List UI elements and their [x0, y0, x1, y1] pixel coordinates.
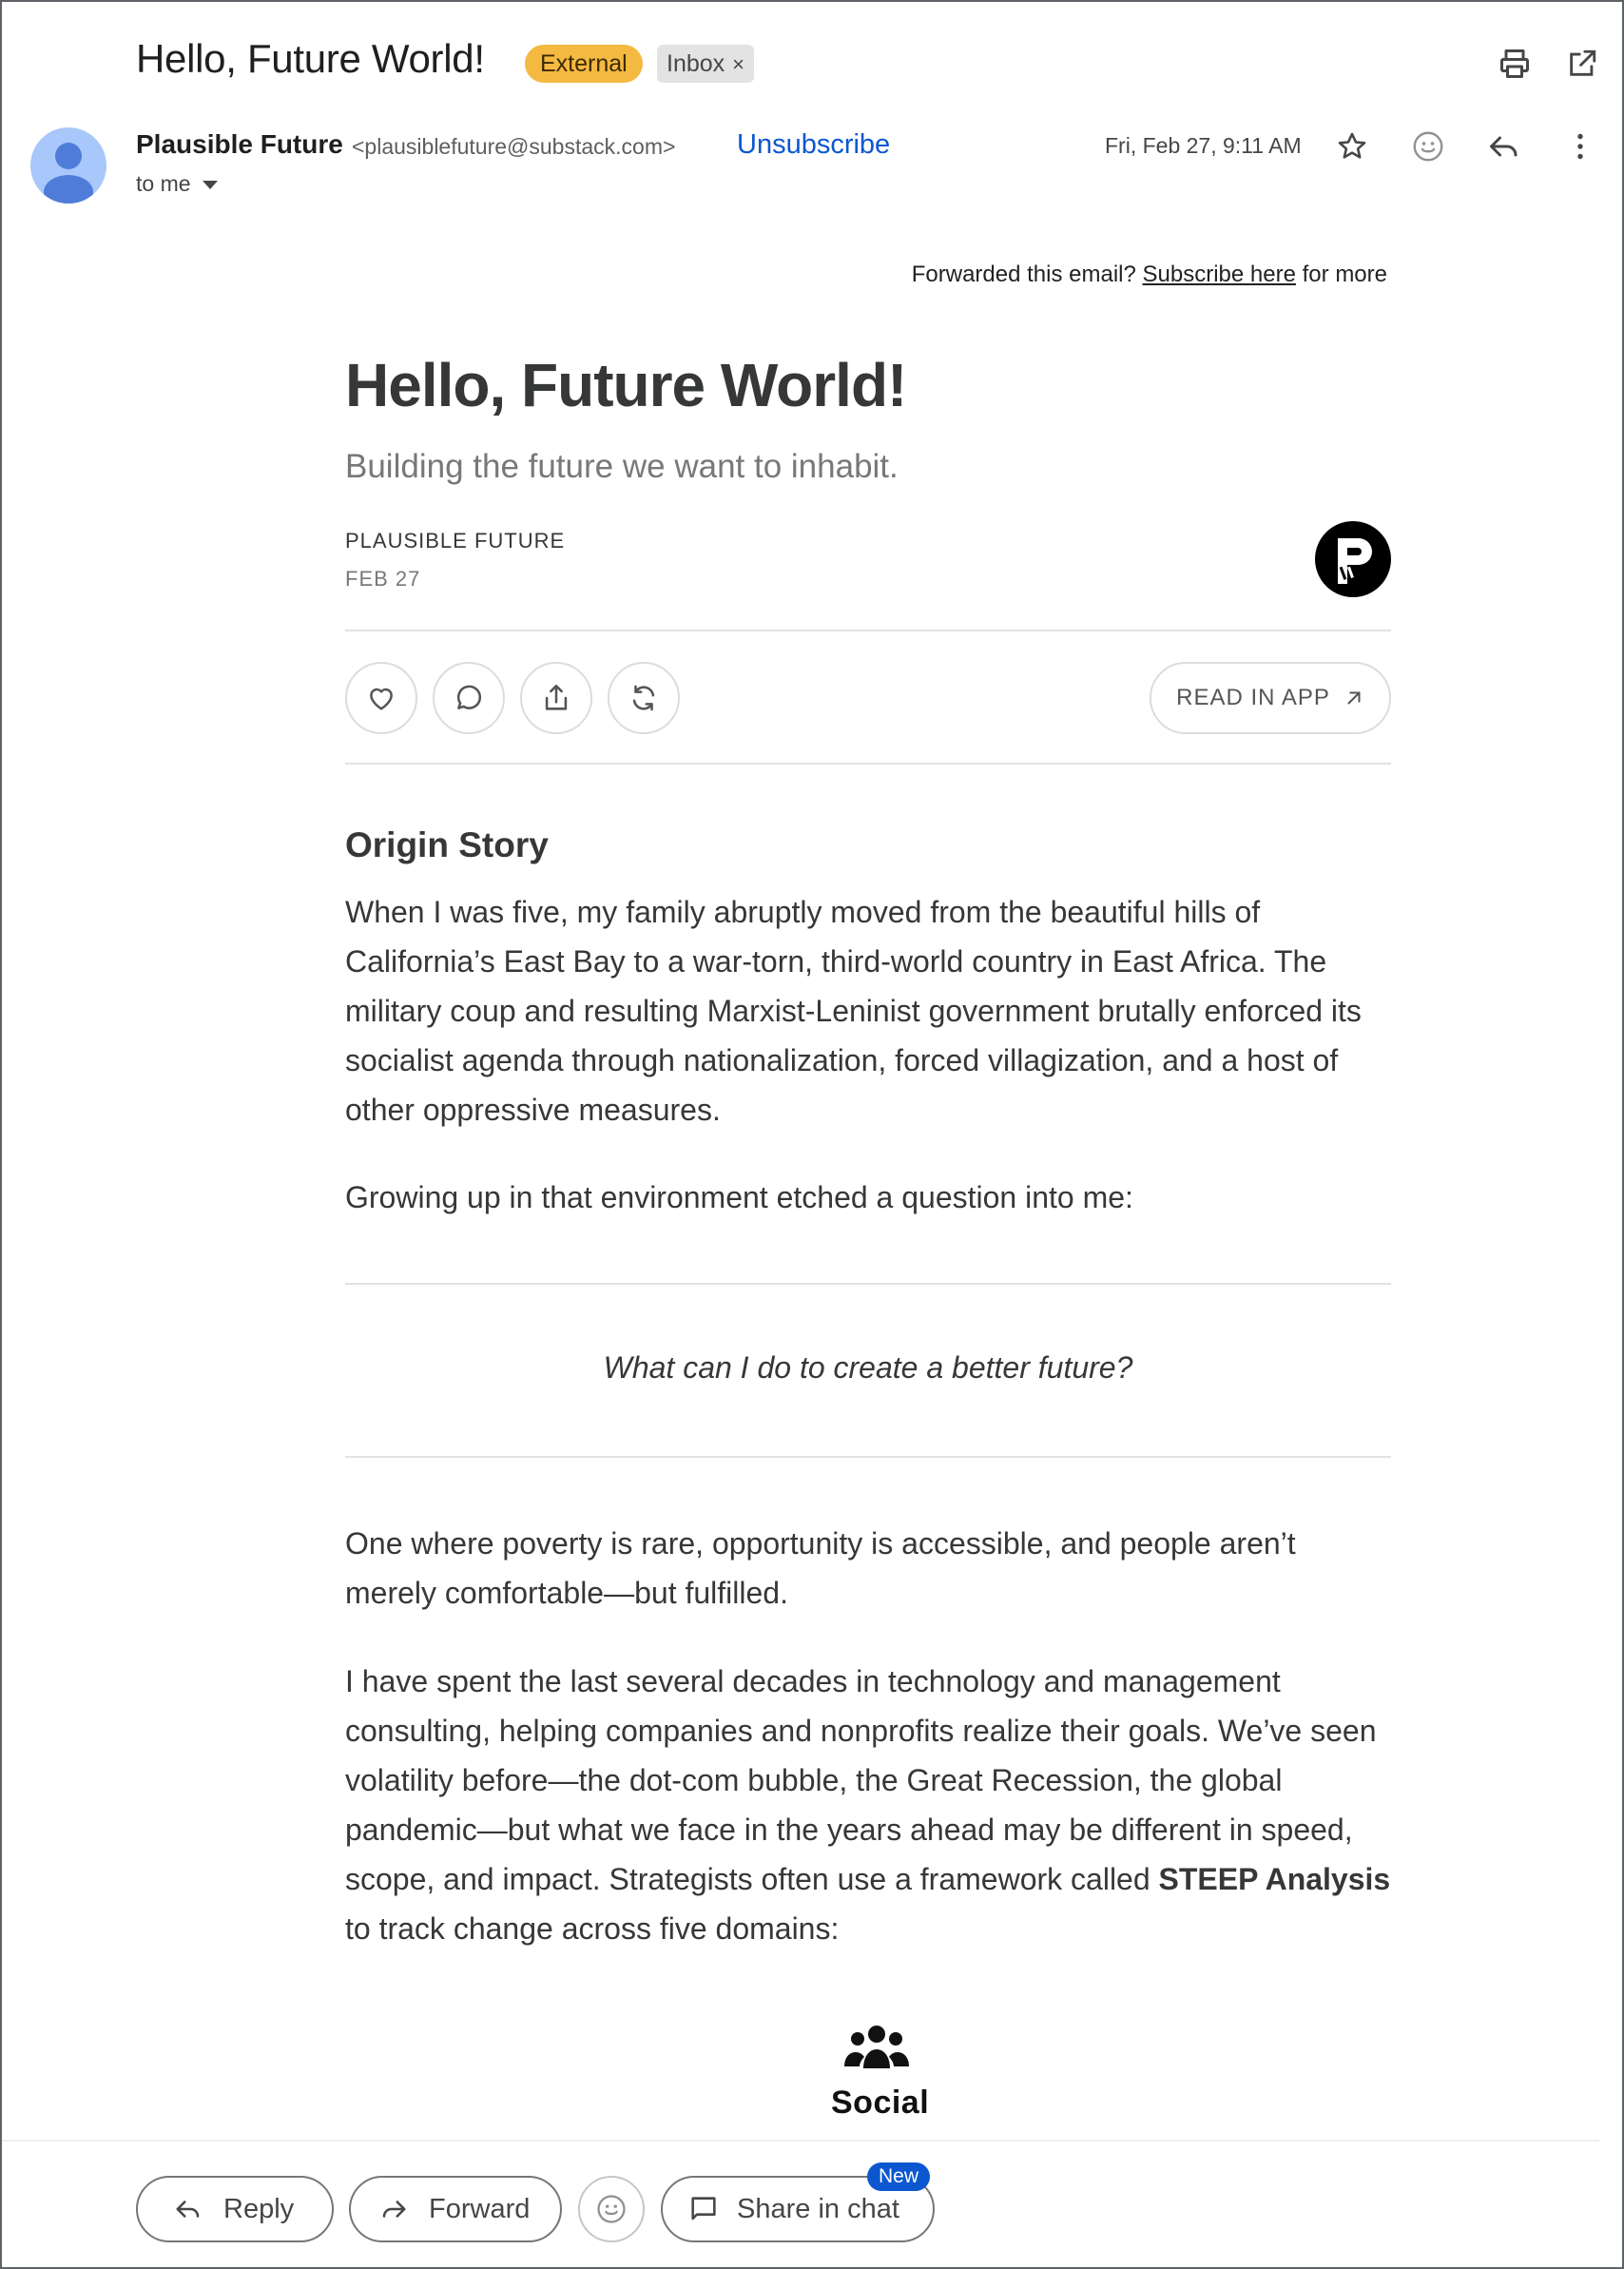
share-icon	[540, 682, 572, 714]
restack-button[interactable]	[608, 662, 680, 734]
people-group-icon	[842, 2023, 911, 2076]
sender-name[interactable]: Plausible Future	[136, 129, 343, 159]
subscribe-here-link[interactable]: Subscribe here	[1142, 262, 1296, 287]
paragraph-steep-start: I have spent the last several decades in technology and management consulting, helping companies and nonprofits realize their goals. We’ve seen volatility before—the dot-com bubble, the Great Recession, the global pandemic—but what we face in the years ahead may be different in speed, scope, and impact. Strategists often use a framework called	[345, 1664, 1377, 1896]
forward-label: Forward	[429, 2193, 531, 2224]
divider	[345, 1456, 1391, 1458]
more-vert-icon[interactable]	[1559, 126, 1601, 167]
chevron-down-icon	[203, 181, 218, 189]
divider	[345, 1283, 1391, 1285]
publication-name[interactable]: PLAUSIBLE FUTURE	[345, 529, 566, 553]
pull-quote: What can I do to create a better future?	[603, 1350, 1133, 1385]
publication-date: FEB 27	[345, 567, 421, 591]
reply-button[interactable]	[136, 2176, 334, 2242]
external-label: External	[525, 45, 643, 83]
forward-button[interactable]	[349, 2176, 562, 2242]
emoji-icon[interactable]	[1407, 126, 1449, 167]
paragraph-origin: When I was five, my family abruptly moved from the beautiful hills of California’s East Bay to a war-torn, third-world country in East Africa. The military coup and resulting Marxist-Leninist government brutally enforced its socialist agenda through nationalization, forced villagization, and a host of other oppressive measures.	[345, 895, 1362, 1127]
steep-social-label: Social	[831, 2085, 930, 2121]
comment-button[interactable]	[433, 662, 505, 734]
divider	[345, 763, 1391, 765]
share-button[interactable]	[520, 662, 592, 734]
reply-label: Reply	[223, 2193, 295, 2224]
recipient-details-toggle[interactable]	[136, 171, 218, 197]
steep-analysis-term: STEEP Analysis	[1158, 1862, 1391, 1896]
heart-icon	[365, 682, 397, 714]
reply-icon[interactable]	[1483, 126, 1525, 167]
divider	[2, 2140, 1599, 2142]
publication-logo[interactable]	[1315, 521, 1391, 597]
read-in-app-label: READ IN APP	[1176, 685, 1330, 710]
newsletter-title[interactable]: Hello, Future World!	[345, 351, 907, 419]
unsubscribe-link[interactable]: Unsubscribe	[737, 129, 891, 160]
forward-suffix: for more	[1302, 262, 1387, 287]
section-heading: Origin Story	[345, 825, 549, 864]
forward-prefix: Forwarded this email?	[911, 262, 1136, 287]
inbox-label	[657, 45, 754, 83]
paragraph-question-intro: Growing up in that environment etched a question into me:	[345, 1180, 1133, 1214]
star-icon[interactable]	[1331, 126, 1373, 167]
reply-icon	[174, 2195, 203, 2223]
emoji-reaction-button[interactable]	[578, 2176, 645, 2242]
forwarded-notice	[912, 262, 1387, 288]
like-button[interactable]	[345, 662, 417, 734]
paragraph-vision: One where poverty is rare, opportunity is accessible, and people aren’t merely comfortable—but fulfilled.	[345, 1526, 1296, 1610]
open-in-new-icon[interactable]	[1562, 44, 1602, 84]
chat-icon	[687, 2193, 720, 2225]
printer-icon[interactable]	[1495, 44, 1535, 84]
forward-icon	[379, 2195, 408, 2223]
read-in-app-button[interactable]	[1150, 662, 1391, 734]
new-badge: New	[867, 2162, 930, 2191]
refresh-icon	[628, 682, 660, 714]
recipient-label: to me	[136, 171, 191, 196]
inbox-label-text: Inbox	[667, 50, 725, 77]
divider	[345, 630, 1391, 631]
emoji-icon	[595, 2193, 628, 2225]
email-date: Fri, Feb 27, 9:11 AM	[1105, 133, 1302, 158]
paragraph-steep-end: to track change across five domains:	[345, 1911, 840, 1946]
remove-label-icon[interactable]: ×	[732, 52, 745, 76]
sender-avatar[interactable]	[30, 127, 106, 204]
email-subject: Hello, Future World!	[136, 36, 485, 81]
paragraph-steep	[345, 1657, 1391, 1953]
share-in-chat-label: Share in chat	[737, 2193, 899, 2224]
comment-icon	[453, 682, 485, 714]
arrow-up-right-icon	[1344, 688, 1364, 708]
newsletter-subtitle: Building the future we want to inhabit.	[345, 448, 899, 485]
sender-email: <plausiblefuture@substack.com>	[352, 134, 676, 159]
